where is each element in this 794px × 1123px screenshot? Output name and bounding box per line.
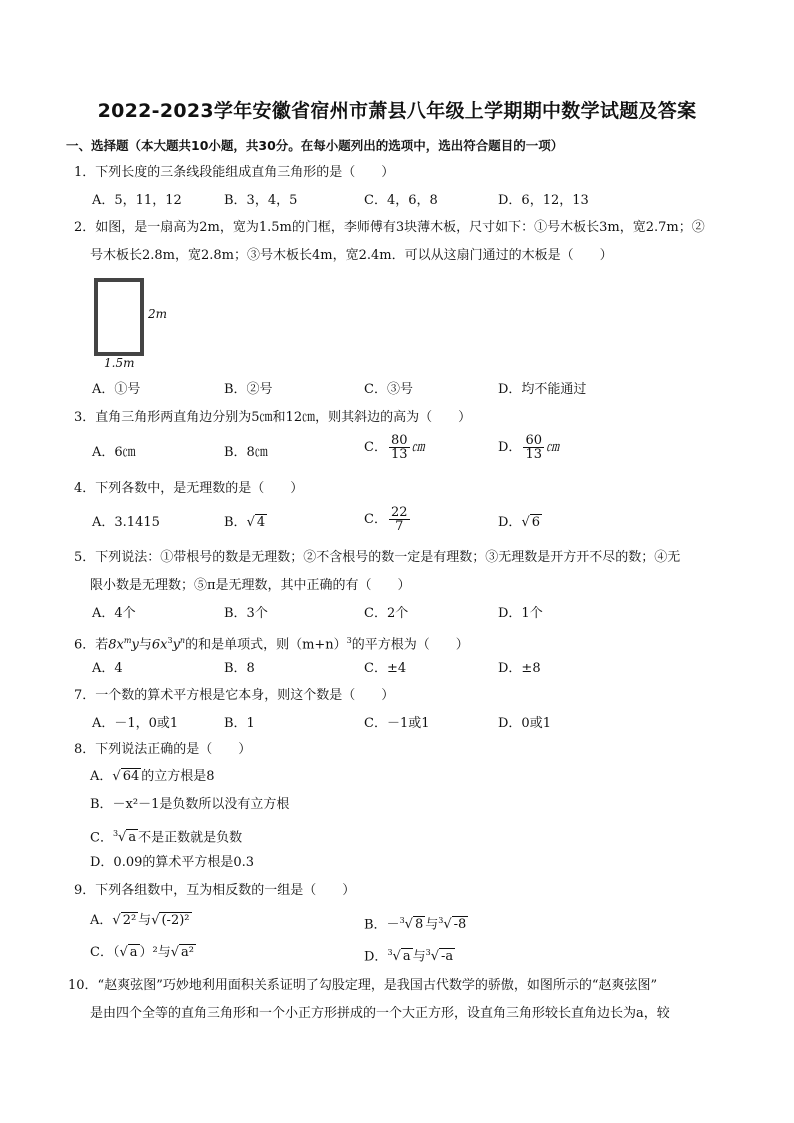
q9-option-b-label: B．－ bbox=[364, 917, 400, 933]
q7-option-b: B．1 bbox=[224, 716, 255, 731]
q6-option-b: B．8 bbox=[224, 661, 255, 676]
q9-d-sqrt1: √ a bbox=[392, 949, 411, 965]
q3-option-d-label: D． bbox=[498, 440, 522, 455]
q6-term2-y: y bbox=[172, 637, 180, 653]
q10-stem-line2: 是由四个全等的直角三角形和一个小正方形拼成的一个大正方形，设直角三角形较长直角边长为a，较 bbox=[90, 1006, 670, 1021]
q7-option-a: A．－1，0或1 bbox=[92, 716, 179, 731]
q5-option-d: D．1个 bbox=[498, 606, 543, 621]
q8-option-c-label: C． bbox=[90, 830, 113, 846]
q8-a-radicand: 64 bbox=[122, 769, 140, 784]
q8-c-index: 3 bbox=[112, 829, 119, 838]
q3-option-c-fraction bbox=[389, 434, 410, 461]
q1-option-b: B．3，4，5 bbox=[224, 193, 298, 208]
q4-c-denominator: 7 bbox=[395, 519, 404, 534]
q9-b-sqrt2: √ -8 bbox=[443, 917, 467, 933]
q7-option-d: D．0或1 bbox=[498, 716, 551, 731]
page-title: 2022-2023学年安徽省宿州市萧县八年级上学期期中数学试题及答案 bbox=[97, 100, 697, 122]
q8-stem: 8．下列说法正确的是（ ） bbox=[74, 742, 252, 757]
q6-post-exp: 3 bbox=[346, 636, 352, 645]
q8-option-a bbox=[90, 768, 215, 786]
door-height-label: 2m bbox=[148, 307, 168, 321]
q3-c-denominator: 13 bbox=[390, 447, 408, 462]
q9-b-radicand2: -8 bbox=[453, 917, 467, 933]
q9-option-a-label: A． bbox=[90, 913, 113, 928]
q9-option-d bbox=[364, 944, 455, 966]
section-heading: 一、选择题（本大题共10小题，共30分。在每小题列出的选项中，选出符合题目的一项） bbox=[66, 138, 564, 153]
q1-stem: 1．下列长度的三条线段能组成直角三角形的是（ ） bbox=[74, 165, 395, 180]
q8-c-sqrt: √ a bbox=[118, 830, 137, 846]
q4-option-d-label: D． bbox=[498, 515, 522, 530]
q4-option-c bbox=[364, 506, 412, 533]
q6-option-d: D．±8 bbox=[498, 661, 541, 676]
q4-d-sqrt: √ 6 bbox=[521, 515, 541, 530]
door-frame-figure bbox=[94, 278, 144, 356]
q1-option-d: D．6，12，13 bbox=[498, 193, 589, 208]
q9-option-a bbox=[90, 912, 192, 930]
q9-c-mid: ）²与 bbox=[139, 945, 171, 960]
q8-option-a-label: A． bbox=[90, 769, 113, 784]
q5-option-a: A．4个 bbox=[92, 606, 136, 621]
q8-option-d: D．0.09的算术平方根是0.3 bbox=[90, 855, 255, 870]
q3-option-c-label: C． bbox=[364, 440, 387, 455]
q3-option-c bbox=[364, 434, 425, 461]
q5-stem-line2: 限小数是无理数；⑤π是无理数，其中正确的有（ ） bbox=[90, 578, 411, 593]
q4-option-a: A．3.1415 bbox=[92, 515, 160, 530]
q7-option-c: C．－1或1 bbox=[364, 716, 430, 731]
q2-stem-line2: 号木板长2.8m，宽2.8m；③号木板长4m，宽2.4m．可以从这扇门通过的木板是（ ） bbox=[90, 248, 613, 263]
q3-c-numerator: 80 bbox=[390, 433, 408, 448]
q10-stem-line1: 10．“赵爽弦图”巧妙地利用面积关系证明了勾股定理，是我国古代数学的骄傲，如图所示的“赵爽弦图” bbox=[68, 978, 658, 993]
q6-post2: 的平方根为（ ） bbox=[351, 637, 469, 653]
q3-c-unit: ㎝ bbox=[411, 440, 425, 455]
q4-option-d bbox=[498, 514, 542, 532]
q9-a-radicand1: 2² bbox=[122, 913, 137, 928]
q3-option-b: B．8㎝ bbox=[224, 445, 268, 460]
q6-term2-exp2: n bbox=[179, 636, 186, 645]
q5-stem-line1: 5．下列说法：①带根号的数是无理数；②不含根号的数一定是有理数；③无理数是开方开不尽的数；④无 bbox=[74, 550, 681, 565]
q7-stem: 7．一个数的算术平方根是它本身，则这个数是（ ） bbox=[74, 688, 395, 703]
q9-c-sqrt1: √ a bbox=[119, 945, 138, 960]
q6-option-a: A．4 bbox=[92, 661, 123, 676]
q9-c-radicand1: a bbox=[129, 945, 138, 960]
q9-c-radicand2: a² bbox=[181, 945, 194, 960]
q1-option-c: C．4，6，8 bbox=[364, 193, 438, 208]
q6-option-c: C．±4 bbox=[364, 661, 407, 676]
q8-option-b: B．－x²－1是负数所以没有立方根 bbox=[90, 797, 290, 812]
q9-option-b bbox=[364, 912, 468, 934]
q6-term2-exp: 3 bbox=[167, 636, 173, 645]
q9-option-d-label: D． bbox=[364, 949, 388, 965]
q4-option-c-label: C． bbox=[364, 512, 387, 527]
door-width-label: 1.5m bbox=[104, 356, 135, 370]
q3-option-d bbox=[498, 434, 559, 461]
q4-d-radicand: 6 bbox=[531, 515, 541, 530]
q9-d-radicand1: a bbox=[402, 949, 411, 965]
q5-option-c: C．2个 bbox=[364, 606, 409, 621]
q1-option-a: A．5，11，12 bbox=[92, 193, 182, 208]
q3-d-numerator: 60 bbox=[525, 433, 542, 448]
q3-stem: 3．直角三角形两直角边分别为5㎝和12㎝，则其斜边的高为（ ） bbox=[74, 410, 472, 425]
q3-option-a: A．6㎝ bbox=[92, 445, 136, 460]
q5-option-b: B．3个 bbox=[224, 606, 268, 621]
q9-d-index1: 3 bbox=[387, 948, 393, 957]
q4-option-b bbox=[224, 514, 267, 532]
q6-post: 的和是单项式，则（m+n） bbox=[185, 637, 347, 653]
q9-b-mid: 与 bbox=[425, 917, 439, 933]
q6-term1-y: y bbox=[131, 637, 139, 653]
q9-option-c bbox=[90, 944, 196, 962]
q9-d-radicand2: -a bbox=[441, 949, 454, 965]
q3-d-unit: ㎝ bbox=[545, 440, 559, 455]
q8-a-sqrt: √ 64 bbox=[112, 769, 140, 784]
q6-stem bbox=[74, 632, 469, 654]
q2-stem-line1: 2．如图，是一扇高为2m，宽为1.5m的门框，李师傅有3块薄木板，尺寸如下：①号木板长3m，宽2.7m；② bbox=[74, 220, 705, 235]
q9-b-sqrt1: √ 8 bbox=[404, 917, 424, 933]
q9-c-sqrt2: √ a² bbox=[170, 945, 194, 960]
q8-c-radicand: a bbox=[128, 830, 137, 846]
q9-d-index2: 3 bbox=[425, 948, 431, 957]
q9-a-sqrt1: √ 2² bbox=[112, 913, 137, 928]
q4-b-radicand: 4 bbox=[256, 515, 266, 530]
q8-option-c bbox=[90, 825, 242, 847]
q8-a-post: 的立方根是8 bbox=[141, 769, 215, 784]
q6-term1: 8x bbox=[108, 637, 124, 653]
q2-option-d: D．均不能通过 bbox=[498, 382, 587, 397]
q6-mid: 与 bbox=[138, 637, 152, 653]
q9-b-index1: 3 bbox=[399, 916, 405, 925]
q9-b-radicand1: 8 bbox=[414, 917, 424, 933]
q3-option-d-fraction bbox=[523, 434, 544, 461]
q2-option-a: A．①号 bbox=[92, 382, 141, 397]
q8-c-post: 不是正数就是负数 bbox=[138, 830, 243, 846]
q6-term1-exp: m bbox=[123, 636, 132, 645]
q4-c-numerator: 22 bbox=[390, 505, 408, 520]
q2-option-b: B．②号 bbox=[224, 382, 273, 397]
q2-option-c: C．③号 bbox=[364, 382, 413, 397]
q9-stem: 9．下列各组数中，互为相反数的一组是（ ） bbox=[74, 883, 356, 898]
q9-a-sqrt2: √ (-2)² bbox=[151, 913, 190, 928]
q4-b-sqrt: √ 4 bbox=[246, 515, 266, 530]
q9-a-mid: 与 bbox=[138, 913, 152, 928]
q9-b-index2: 3 bbox=[438, 916, 444, 925]
q9-a-radicand2: (-2)² bbox=[161, 913, 190, 928]
q4-option-c-fraction bbox=[389, 506, 410, 533]
q6-pre: 6．若 bbox=[74, 637, 109, 653]
q3-d-denominator: 13 bbox=[525, 447, 542, 462]
q9-option-c-label: C．（ bbox=[90, 945, 120, 960]
q9-d-mid: 与 bbox=[412, 949, 426, 965]
q4-option-b-label: B． bbox=[224, 515, 247, 530]
q4-stem: 4．下列各数中，是无理数的是（ ） bbox=[74, 481, 304, 496]
q9-d-sqrt2: √ -a bbox=[430, 949, 454, 965]
q6-term2: 6x bbox=[151, 637, 168, 653]
